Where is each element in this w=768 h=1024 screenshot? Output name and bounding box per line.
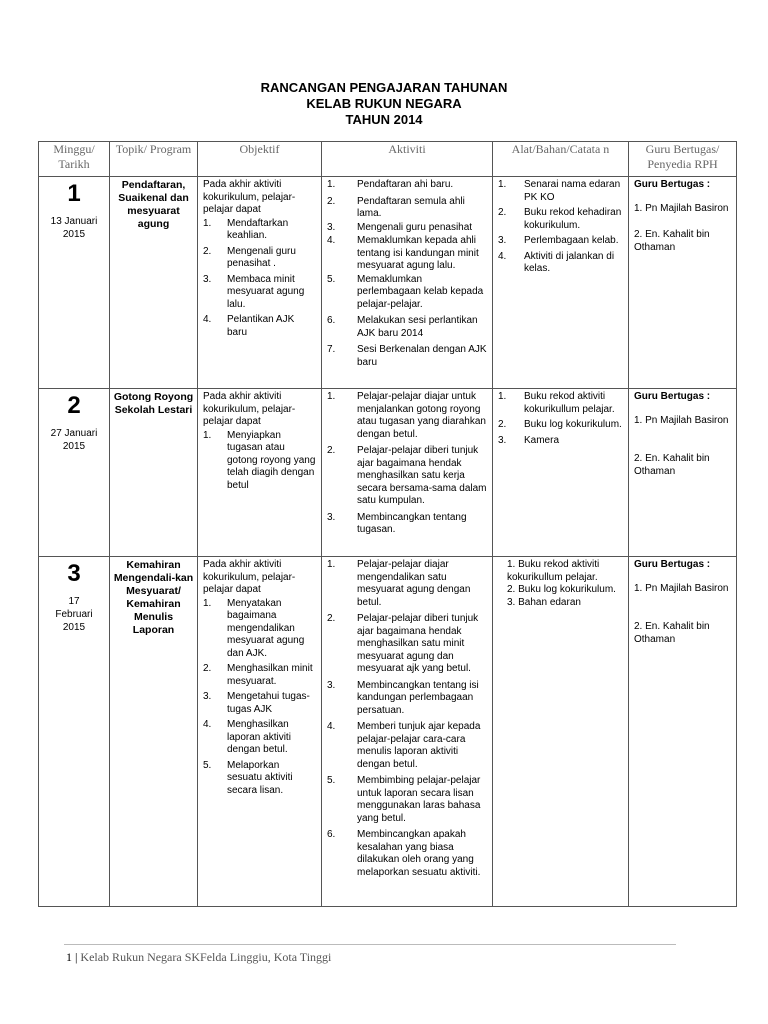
table-row	[39, 177, 737, 389]
table-header-row	[39, 142, 737, 177]
objective-cell	[198, 557, 322, 907]
plan-table	[38, 141, 737, 907]
list-item: 2. Pendaftaran semula ahli lama.	[327, 195, 465, 219]
activity-cell	[322, 389, 493, 557]
topic-text: Pendaftaran, Suaikenal dan mesyuarat agung	[118, 179, 189, 230]
tools-cell	[493, 389, 629, 557]
list-item: 3. Membincangkan tentang isi kandungan perlembagaan persatuan.	[327, 679, 479, 716]
guru-name: 2. En. Kahalit bin Othaman	[634, 453, 710, 477]
list-item: 3. Kamera	[498, 434, 560, 446]
guru-cell	[629, 389, 737, 557]
list-item: 2. Buku rekod kehadiran kokurikulum.	[498, 207, 622, 231]
activity-cell	[322, 177, 493, 389]
topic-cell	[110, 557, 198, 907]
list-item: 4. Memaklumkan kepada ahli tentang isi kandungan minit mesyuarat agung lalu.	[327, 235, 479, 271]
list-item: 4. Menghasilkan laporan aktiviti dengan betul.	[203, 719, 291, 755]
list-item: 1. Pendaftaran ahi baru.	[327, 179, 454, 190]
week-number: 3	[67, 560, 81, 587]
guru-label: Guru Bertugas :	[634, 559, 711, 570]
guru-label: Guru Bertugas :	[634, 391, 711, 402]
header-aktiviti: Aktiviti	[322, 142, 493, 177]
guru-label: Guru Bertugas :	[634, 179, 711, 190]
list-item: 4. Memberi tunjuk ajar kepada pelajar-pelajar cara-cara menulis laporan aktiviti dengan betul.	[327, 721, 481, 770]
header-guru-bertugas: Guru Bertugas/ Penyedia RPH	[629, 142, 737, 177]
list-item: 1. Mendaftarkan keahlian.	[203, 217, 289, 241]
topic-text: Kemahiran Mengendali-kan Mesyuarat/ Kemahiran Menulis Laporan	[113, 559, 194, 636]
header-minggu-tarikh: Minggu/ Tarikh	[39, 142, 110, 177]
guru-name: 2. En. Kahalit bin Othaman	[634, 229, 710, 253]
list-item: 1. Pelajar-pelajar diajar mengendalikan satu mesyuarat agung dengan betul.	[327, 559, 471, 608]
list-item: 2. Pelajar-pelajar diberi tunjuk ajar bagaimana hendak menghasilkan satu kerja secara bersama-sama dalam satu kumpulan.	[327, 445, 487, 506]
week-date: 17 Februari 2015	[55, 596, 93, 633]
list-item: 7. Sesi Berkenalan dengan AJK baru	[327, 344, 487, 368]
document-title-line1: RANCANGAN PENGAJARAN TAHUNAN	[260, 80, 508, 95]
list-item: 2. Buku log kokurikulum.	[498, 419, 622, 430]
footer-separator: |	[72, 950, 81, 964]
table-row	[39, 389, 737, 557]
objective-intro: Pada akhir aktiviti kokurikulum, pelajar-pelajar dapat	[203, 179, 296, 215]
list-item: 2. Buku log kokurikulum.	[507, 584, 616, 595]
page-footer	[66, 950, 331, 965]
week-date: 13 Januari 2015	[50, 216, 98, 240]
header-topik-program: Topik/ Program	[110, 142, 198, 177]
list-item: 4. Pelantikan AJK baru	[203, 314, 295, 338]
list-item: 1. Buku rekod aktiviti kokurikullum pelajar.	[498, 391, 615, 415]
list-item: 6. Membincangkan apakah kesalahan yang biasa dilakukan oleh orang yang melaporkan sesuatu aktiviti.	[327, 829, 481, 878]
list-item: 3. Mengetahui tugas-tugas AJK	[203, 691, 310, 715]
list-item: 4. Aktiviti di jalankan di kelas.	[498, 250, 615, 274]
list-item: 1. Pelajar-pelajar diajar untuk menjalankan gotong royong atau tugasan yang diarahkan dengan betul.	[327, 391, 486, 440]
list-item: 5. Memaklumkan perlembagaan kelab kepada pelajar-pelajar.	[327, 273, 484, 310]
list-item: 3. Membaca minit mesyuarat agung lalu.	[203, 273, 305, 310]
list-item: 6. Melakukan sesi perlantikan AJK baru 2014	[327, 315, 478, 339]
week-number: 2	[67, 392, 81, 419]
document-title-line3: TAHUN 2014	[345, 112, 423, 127]
objective-cell	[198, 177, 322, 389]
guru-name: 1. Pn Majilah Basiron	[634, 414, 729, 426]
topic-cell	[110, 389, 198, 557]
week-cell	[39, 557, 110, 907]
list-item: 1. Buku rekod aktiviti kokurikullum pelajar.	[507, 559, 600, 583]
week-cell	[39, 389, 110, 557]
list-item: 5. Membimbing pelajar-pelajar untuk laporan secara lisan menggunakan laras bahasa yang betul.	[327, 775, 481, 824]
activity-cell	[322, 557, 493, 907]
objective-intro: Pada akhir aktiviti kokurikulum, pelajar-pelajar dapat	[203, 559, 296, 595]
guru-name: 2. En. Kahalit bin Othaman	[634, 621, 710, 645]
objective-intro: Pada akhir aktiviti kokurikulum, pelajar-pelajar dapat	[203, 391, 296, 427]
list-item: 1. Menyatakan bagaimana mengendalikan mesyuarat agung dan AJK.	[203, 597, 305, 659]
week-number: 1	[67, 180, 81, 207]
tools-cell	[493, 177, 629, 389]
list-item: 2. Menghasilkan minit mesyuarat.	[203, 663, 313, 687]
guru-cell	[629, 557, 737, 907]
list-item: 5. Melaporkan sesuatu aktiviti secara lisan.	[203, 759, 293, 796]
week-date: 27 Januari 2015	[50, 428, 98, 452]
list-item: 1. Menyiapkan tugasan atau gotong royong yang telah diagih dengan betul	[203, 429, 316, 491]
list-item: 2. Mengenali guru penasihat .	[203, 245, 296, 269]
page-number: 1	[66, 950, 72, 964]
list-item: 3. Bahan edaran	[507, 596, 581, 608]
guru-cell	[629, 177, 737, 389]
guru-name: 1. Pn Majilah Basiron	[634, 202, 729, 214]
list-item: 1. Senarai nama edaran PK KO	[498, 179, 621, 203]
topic-text: Gotong Royong Sekolah Lestari	[113, 391, 194, 416]
footer-text: Kelab Rukun Negara SKFelda Linggiu, Kota Tinggi	[80, 950, 332, 964]
table-row	[39, 557, 737, 907]
list-item: 3. Membincangkan tentang tugasan.	[327, 511, 467, 535]
guru-name: 1. Pn Majilah Basiron	[634, 582, 729, 594]
footer-divider	[64, 944, 676, 945]
list-item: 3. Perlembagaan kelab.	[498, 235, 619, 246]
header-objektif: Objektif	[198, 142, 322, 177]
header-alat-bahan: Alat/Bahan/Catata n	[493, 142, 629, 177]
list-item: 2. Pelajar-pelajar diberi tunjuk ajar bagaimana hendak menghasilkan satu minit mesyuarat agung dan mesyuarat ajk yang betul.	[327, 613, 479, 674]
tools-cell	[493, 557, 629, 907]
topic-cell	[110, 177, 198, 389]
list-item: 3. Mengenali guru penasihat	[327, 221, 473, 233]
week-cell	[39, 177, 110, 389]
objective-cell	[198, 389, 322, 557]
document-title-line2: KELAB RUKUN NEGARA	[306, 96, 462, 111]
